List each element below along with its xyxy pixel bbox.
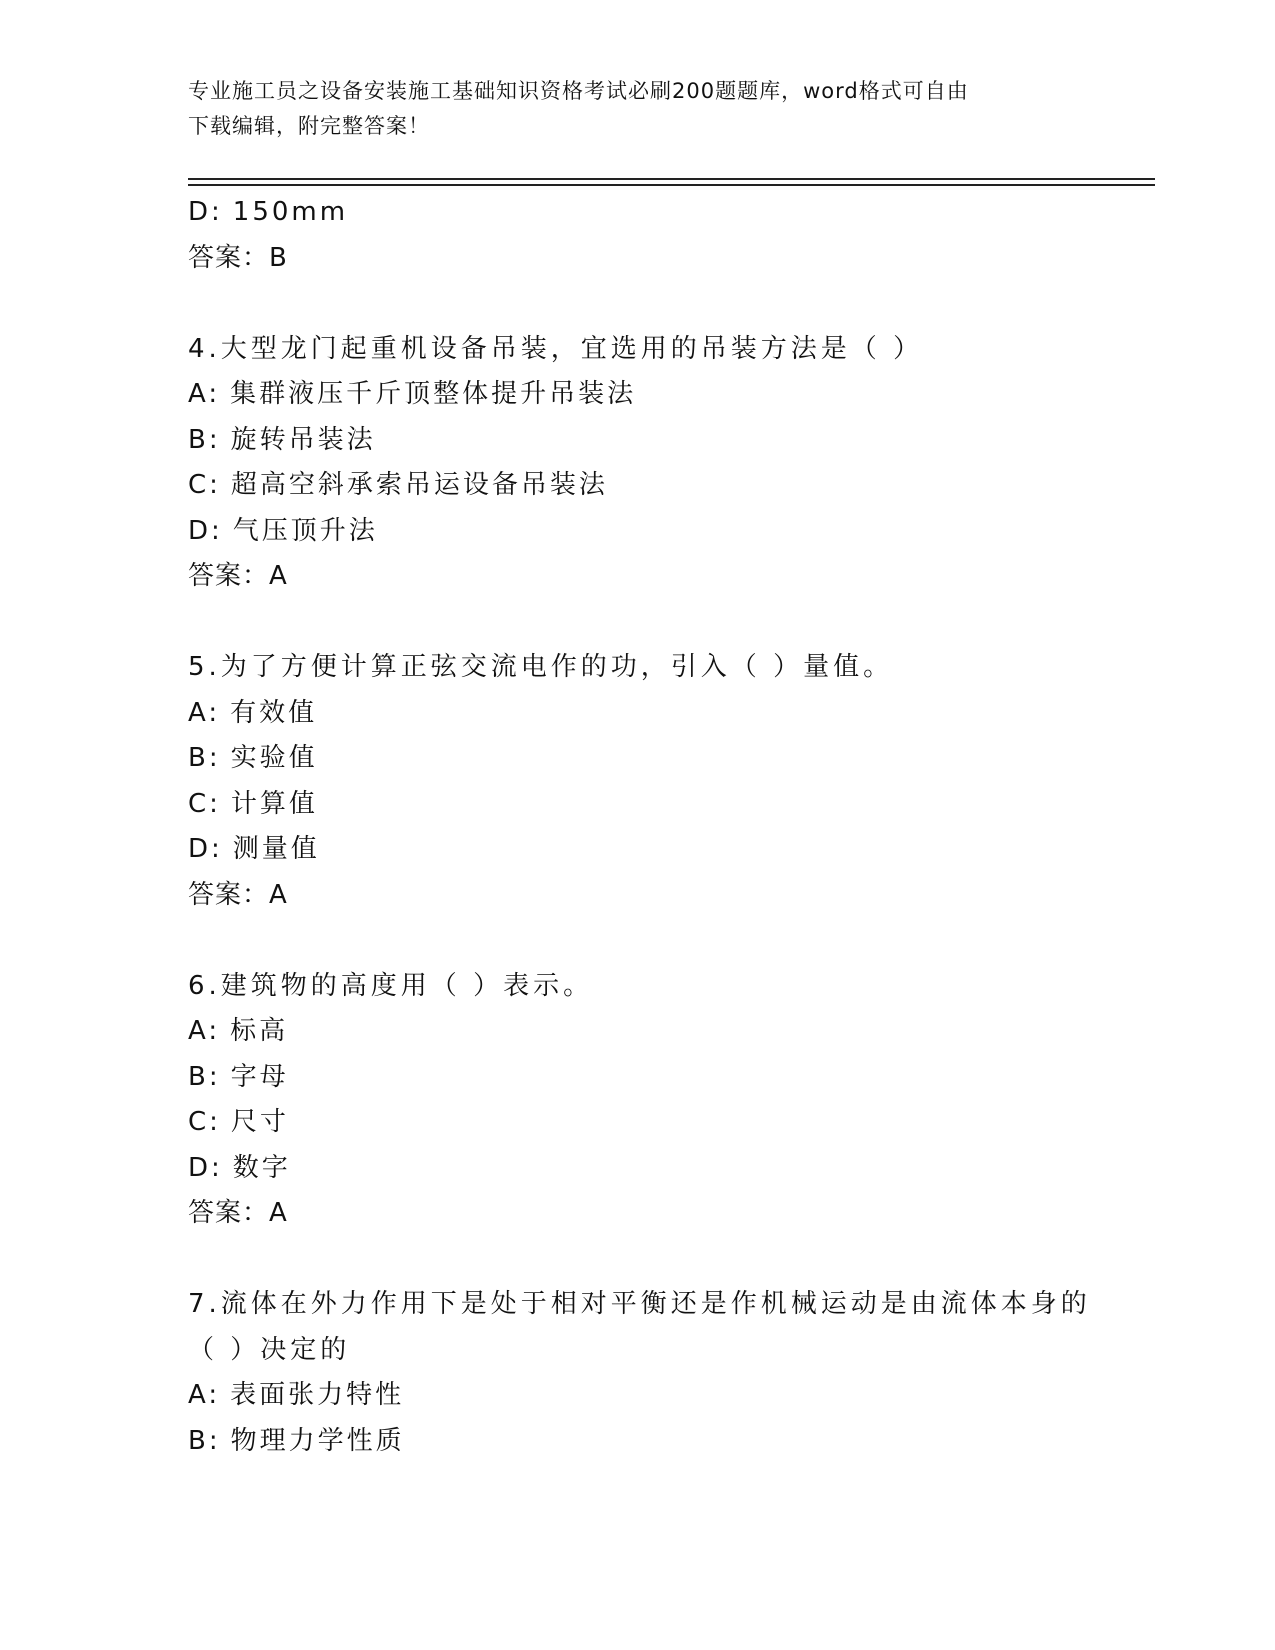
answer-option <box>188 691 1148 737</box>
question-text: 5.为了方便计算正弦交流电作的功，引入（ ）量值。 <box>188 652 894 682</box>
answer-label: 答案： <box>188 242 270 273</box>
answer-option <box>188 463 1148 509</box>
answer-option <box>188 827 1148 873</box>
answer-option <box>188 1146 1148 1192</box>
answer-line <box>188 1191 1148 1237</box>
option-text: 计算值 <box>230 788 318 819</box>
answer-option <box>188 372 1148 418</box>
option-text: 超高空斜承索吊运设备吊装法 <box>230 470 608 500</box>
option-label: B: <box>188 1061 221 1092</box>
option-text: 集群液压千斤顶整体提升吊装法 <box>230 379 637 409</box>
option-text: 旋转吊装法 <box>230 424 376 455</box>
option-text: 150mm <box>232 197 349 227</box>
answer-option <box>188 1100 1148 1146</box>
option-label: B: <box>188 743 221 773</box>
option-text: 字母 <box>230 1061 289 1092</box>
header-divider-bottom <box>188 184 1155 186</box>
question-list <box>188 190 1148 1464</box>
answer-option <box>188 509 1148 555</box>
option-label: A: <box>188 1380 221 1410</box>
option-label: C: <box>188 470 221 500</box>
option-label: C: <box>188 1107 221 1137</box>
option-text: 尺寸 <box>230 1107 289 1137</box>
option-label: C: <box>188 788 221 819</box>
header-title-line-1: 专业施工员之设备安装施工基础知识资格考试必刷200题题库，word格式可自由 <box>188 79 969 103</box>
option-label: D: <box>188 197 223 227</box>
option-label: D: <box>188 515 223 546</box>
document-header <box>188 74 1068 144</box>
answer-line <box>188 873 1148 919</box>
answer-option <box>188 1055 1148 1101</box>
option-label: A: <box>188 379 221 409</box>
answer-label: 答案： <box>188 879 270 910</box>
answer-value: A <box>269 879 288 910</box>
answer-line <box>188 236 1148 282</box>
answer-option <box>188 418 1148 464</box>
option-label: B: <box>188 424 221 455</box>
answer-value: A <box>269 1198 288 1228</box>
answer-option <box>188 736 1148 782</box>
question-text: 6.建筑物的高度用（ ）表示。 <box>188 970 594 1001</box>
option-label: D: <box>188 834 223 864</box>
option-label: D: <box>188 1152 223 1183</box>
option-text: 气压顶升法 <box>232 515 378 546</box>
answer-option <box>188 1419 1148 1465</box>
answer-option <box>188 190 1148 236</box>
answer-option <box>188 782 1148 828</box>
header-divider-top <box>188 178 1155 180</box>
option-text: 物理力学性质 <box>230 1425 405 1456</box>
option-label: A: <box>188 697 221 728</box>
option-text: 数字 <box>232 1152 291 1183</box>
option-text: 表面张力特性 <box>230 1380 405 1410</box>
answer-option <box>188 1373 1148 1419</box>
header-title-line-2: 下载编辑，附完整答案！ <box>188 114 430 138</box>
question-text: 7.流体在外力作用下是处于相对平衡还是作机械运动是由流体本身的 <box>188 1289 1091 1319</box>
answer-value: A <box>269 561 288 591</box>
option-label: B: <box>188 1425 221 1456</box>
option-label: A: <box>188 1016 221 1046</box>
section-spacer <box>188 918 1148 964</box>
option-text: 实验值 <box>230 743 318 773</box>
section-spacer <box>188 281 1148 327</box>
section-spacer <box>188 600 1148 646</box>
option-text: 测量值 <box>232 834 320 864</box>
question-text: （ ）决定的 <box>188 1334 351 1365</box>
answer-value: B <box>269 242 288 273</box>
answer-label: 答案： <box>188 561 270 591</box>
answer-option <box>188 1009 1148 1055</box>
answer-label: 答案： <box>188 1198 270 1228</box>
option-text: 标高 <box>230 1016 289 1046</box>
option-text: 有效值 <box>230 697 318 728</box>
question-text: 4.大型龙门起重机设备吊装，宜选用的吊装方法是（ ） <box>188 333 924 364</box>
answer-line <box>188 554 1148 600</box>
section-spacer <box>188 1237 1148 1283</box>
